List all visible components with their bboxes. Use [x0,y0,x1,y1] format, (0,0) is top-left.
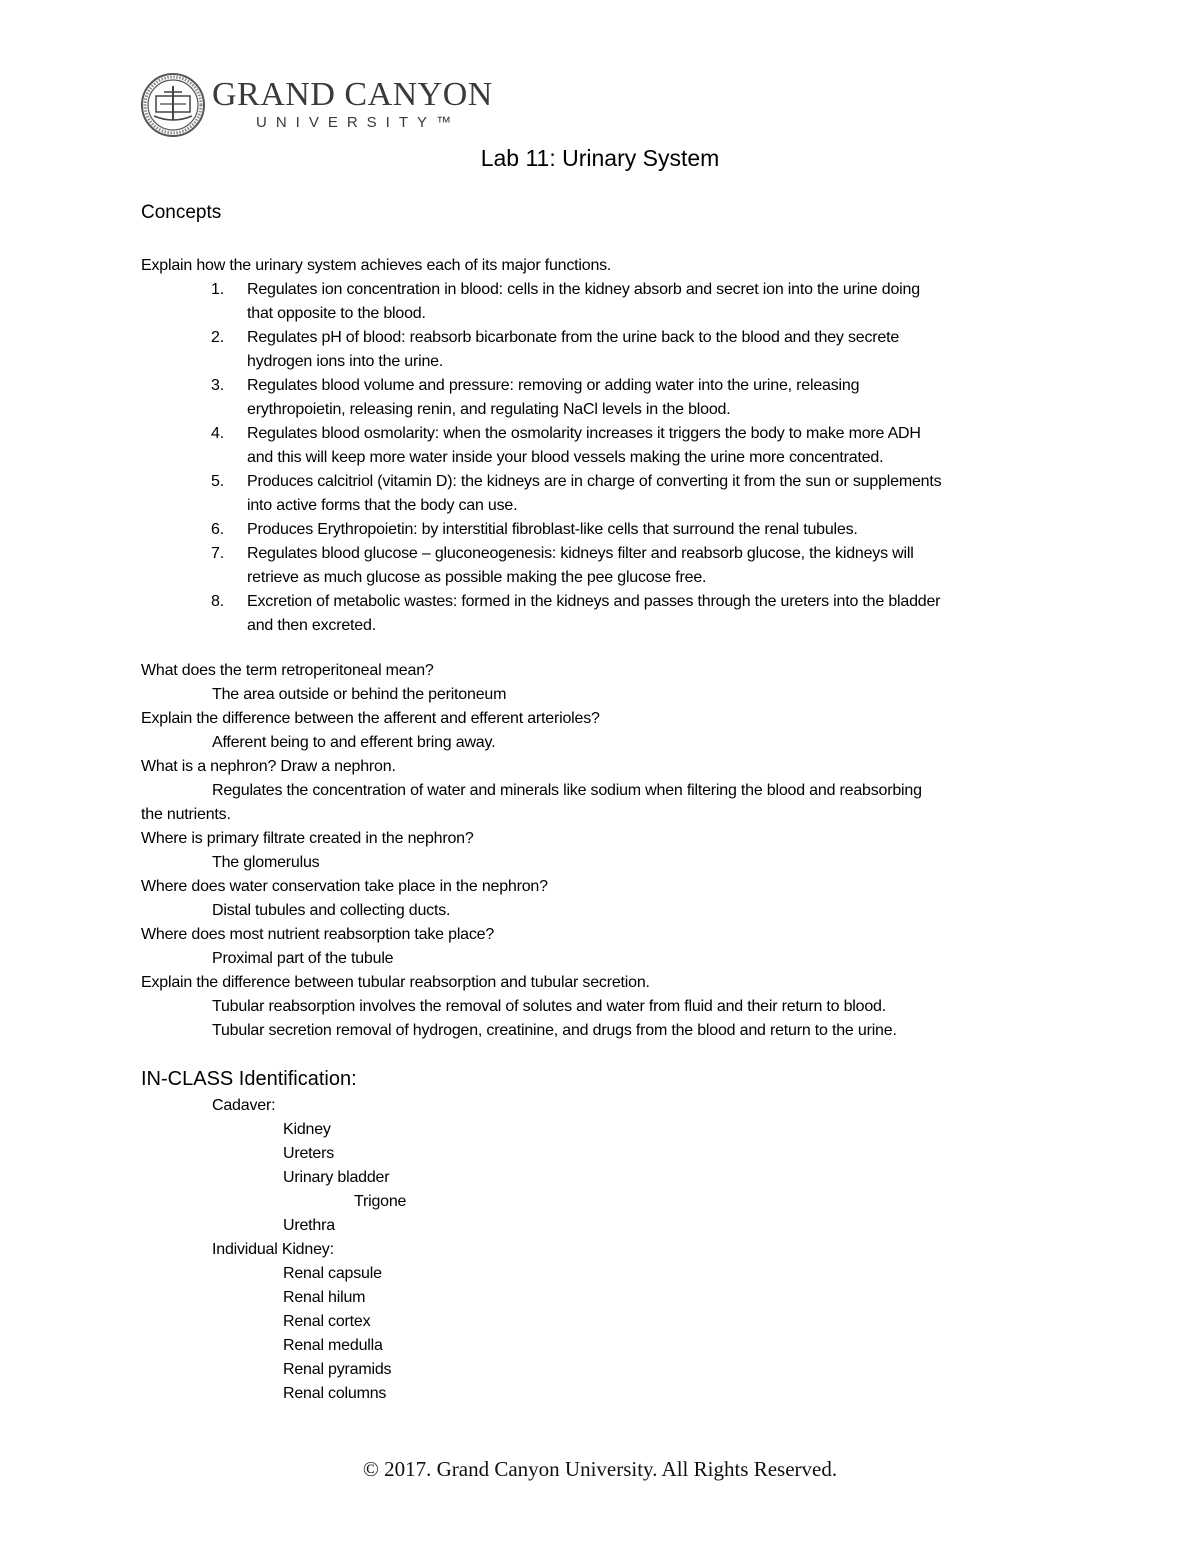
question: Where does most nutrient reabsorption take place? [141,926,495,943]
answer: Tubular reabsorption involves the removal of solutes and water from fluid and their return to blood. [212,998,887,1015]
answer: Afferent being to and efferent bring away. [212,734,496,751]
function-text-line: erythropoietin, releasing renin, and regulating NaCl levels in the blood. [247,401,731,418]
function-number: 8. [211,593,224,610]
question: Where is primary filtrate created in the nephron? [141,830,474,847]
identification-item: Trigone [354,1193,407,1210]
answer: The glomerulus [212,854,320,871]
identification-category: Individual Kidney: [212,1241,334,1258]
logo-wordmark: GRAND CANYON [212,76,493,113]
function-item [141,590,1071,638]
identification-item: Urinary bladder [283,1169,390,1186]
functions-list [141,278,1071,638]
identification-category: Cadaver: [212,1097,276,1114]
function-item [141,326,1071,374]
identification-item: Renal columns [283,1385,387,1402]
answer: Proximal part of the tubule [212,950,394,967]
function-text-line: into active forms that the body can use. [247,497,518,514]
function-number: 5. [211,473,224,490]
function-item [141,422,1071,470]
function-text-line: Regulates blood glucose – gluconeogenesis: kidneys filter and reabsorb glucose, the kidneys will [247,545,914,562]
inclass-heading: IN-CLASS Identification: [141,1068,357,1090]
identification-item: Urethra [283,1217,335,1234]
concepts-heading: Concepts [141,202,222,223]
question: What is a nephron? Draw a nephron. [141,758,396,775]
page-title: Lab 11: Urinary System [480,145,720,171]
identification-item: Renal capsule [283,1265,382,1282]
function-item [141,542,1071,590]
university-seal-icon [140,72,206,138]
function-text-line: that opposite to the blood. [247,305,426,322]
function-text-line: and then excreted. [247,617,376,634]
copyright-footer: © 2017. Grand Canyon University. All Rights Reserved. [362,1457,838,1481]
identification-item: Renal hilum [283,1289,366,1306]
identification-item: Renal cortex [283,1313,371,1330]
function-text-line: Regulates ion concentration in blood: cells in the kidney absorb and secret ion into the urine doing [247,281,920,298]
function-text-line: Excretion of metabolic wastes: formed in the kidneys and passes through the ureters into the bladder [247,593,941,610]
answer: the nutrients. [141,806,231,823]
identification-item: Ureters [283,1145,335,1162]
function-text-line: Regulates pH of blood: reabsorb bicarbonate from the urine back to the blood and they secrete [247,329,900,346]
function-number: 7. [211,545,224,562]
function-text-line: Regulates blood osmolarity: when the osmolarity increases it triggers the body to make more ADH [247,425,921,442]
identification-item: Renal pyramids [283,1361,392,1378]
function-text-line: hydrogen ions into the urine. [247,353,444,370]
logo-subtitle: UNIVERSITY™ [256,114,461,131]
question: Explain the difference between tubular reabsorption and tubular secretion. [141,974,650,991]
identification-item: Kidney [283,1121,331,1138]
function-number: 6. [211,521,224,538]
function-item [141,518,1071,542]
identification-list [141,1094,406,1406]
identification-item: Renal medulla [283,1337,383,1354]
university-logo [140,70,493,140]
function-number: 1. [211,281,224,298]
answer: Regulates the concentration of water and minerals like sodium when filtering the blood and reabsorbing [212,782,922,799]
function-text-line: Regulates blood volume and pressure: removing or adding water into the urine, releasing [247,377,860,394]
function-number: 3. [211,377,224,394]
answer: The area outside or behind the peritoneum [212,686,507,703]
function-item [141,470,1071,518]
functions-prompt: Explain how the urinary system achieves each of its major functions. [141,257,612,274]
function-text-line: Produces calcitriol (vitamin D): the kidneys are in charge of converting it from the sun or supplements [247,473,942,490]
function-item [141,278,1071,326]
function-text-line: retrieve as much glucose as possible making the pee glucose free. [247,569,707,586]
question: Explain the difference between the afferent and efferent arterioles? [141,710,600,727]
function-number: 4. [211,425,224,442]
qa-list [141,659,1061,1043]
question: Where does water conservation take place in the nephron? [141,878,548,895]
function-number: 2. [211,329,224,346]
function-text-line: and this will keep more water inside your blood vessels making the urine more concentrated. [247,449,884,466]
function-text-line: Produces Erythropoietin: by interstitial fibroblast-like cells that surround the renal tubules. [247,521,858,538]
function-item [141,374,1071,422]
question: What does the term retroperitoneal mean? [141,662,434,679]
answer: Tubular secretion removal of hydrogen, creatinine, and drugs from the blood and return to the urine. [212,1022,897,1039]
answer: Distal tubules and collecting ducts. [212,902,451,919]
